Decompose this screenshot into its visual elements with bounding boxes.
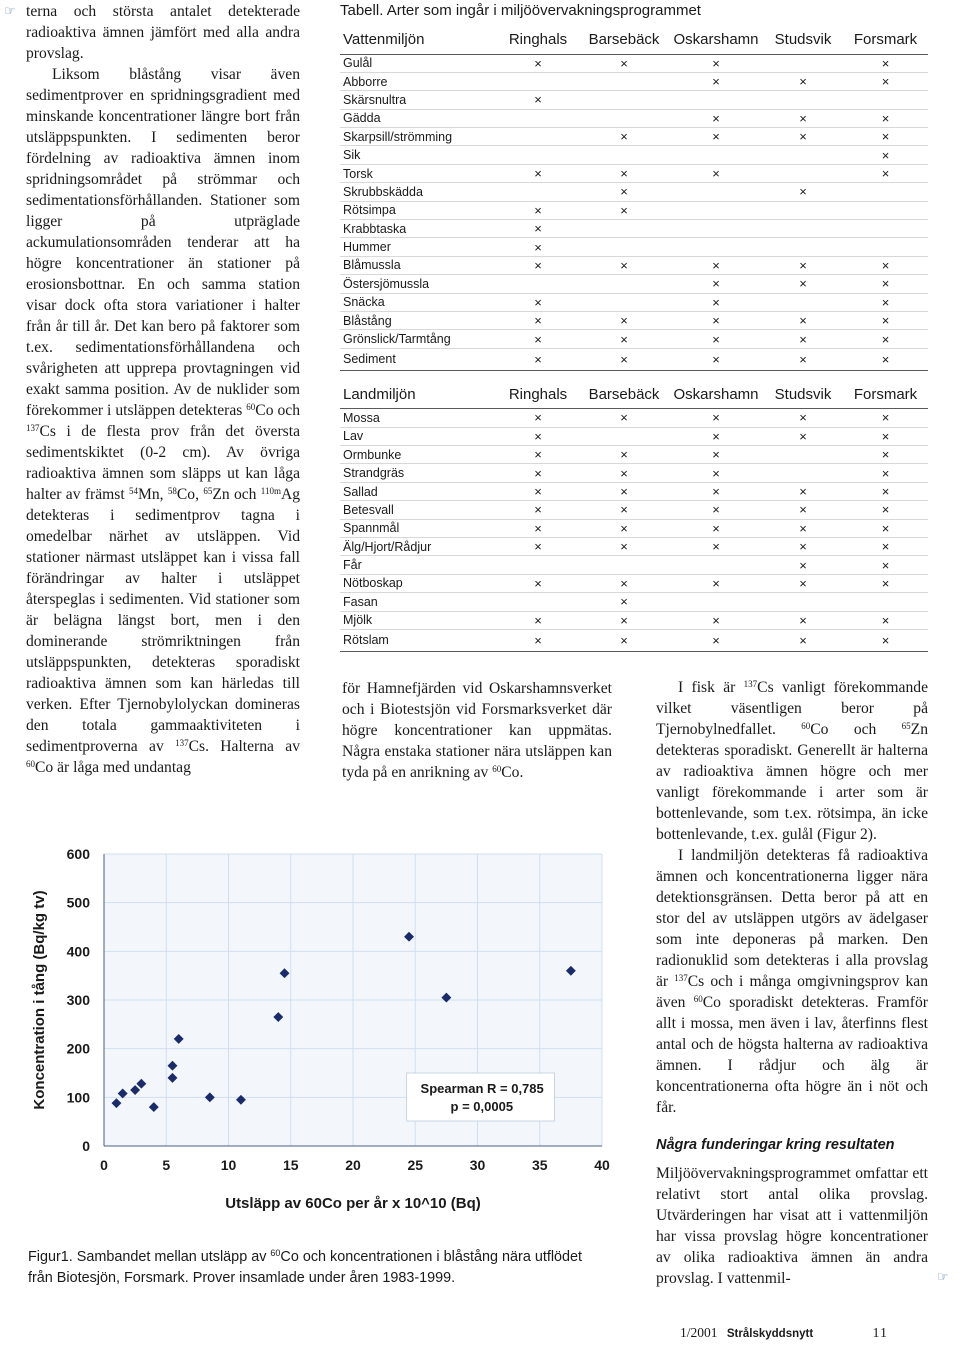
species-name: Snäcka	[340, 293, 497, 311]
presence-mark: ×	[579, 537, 669, 555]
presence-mark: ×	[843, 464, 928, 482]
presence-mark	[843, 593, 928, 611]
presence-mark: ×	[843, 446, 928, 464]
table-row	[340, 446, 928, 464]
presence-mark: ×	[843, 348, 928, 370]
y-tick-label: 0	[82, 1138, 90, 1154]
presence-mark: ×	[763, 275, 843, 293]
presence-mark: ×	[669, 537, 763, 555]
continue-arrow-icon: ☞	[4, 4, 16, 19]
presence-mark: ×	[497, 574, 579, 592]
presence-mark: ×	[843, 537, 928, 555]
presence-mark: ×	[763, 330, 843, 348]
x-tick-label: 0	[100, 1157, 108, 1173]
presence-mark: ×	[843, 629, 928, 651]
x-tick-label: 15	[282, 1157, 299, 1173]
species-name: Skärsnultra	[340, 91, 497, 109]
presence-mark	[497, 556, 579, 574]
presence-mark: ×	[497, 201, 579, 219]
presence-mark: ×	[579, 629, 669, 651]
table-row	[340, 238, 928, 256]
presence-mark: ×	[763, 109, 843, 127]
species-name: Lav	[340, 427, 497, 445]
presence-mark: ×	[843, 556, 928, 574]
presence-mark: ×	[579, 348, 669, 370]
table-row	[340, 427, 928, 445]
presence-mark: ×	[843, 54, 928, 72]
presence-mark: ×	[579, 330, 669, 348]
species-name: Skarpsill/strömming	[340, 128, 497, 146]
y-tick-label: 500	[66, 894, 90, 911]
presence-mark: ×	[843, 611, 928, 629]
presence-mark	[763, 146, 843, 164]
presence-mark: ×	[763, 611, 843, 629]
presence-mark	[763, 220, 843, 238]
presence-mark: ×	[763, 72, 843, 90]
presence-mark: ×	[497, 220, 579, 238]
land-header-ringhals: Ringhals	[497, 381, 579, 409]
water-header-forsmark: Forsmark	[843, 26, 928, 54]
presence-mark	[497, 128, 579, 146]
presence-mark: ×	[497, 611, 579, 629]
presence-mark: ×	[669, 427, 763, 445]
presence-mark: ×	[763, 409, 843, 427]
species-name: Sallad	[340, 482, 497, 500]
species-name: Hummer	[340, 238, 497, 256]
land-header-barsebäck: Barsebäck	[579, 381, 669, 409]
table-caption-text: Arter som ingår i miljöövervakningsprogrammet	[386, 2, 701, 19]
table-row	[340, 220, 928, 238]
presence-mark: ×	[497, 519, 579, 537]
presence-mark	[579, 427, 669, 445]
left-column-text	[26, 1, 300, 778]
species-name: Får	[340, 556, 497, 574]
y-tick-label: 100	[66, 1089, 90, 1106]
presence-mark: ×	[843, 72, 928, 90]
presence-mark: ×	[579, 611, 669, 629]
presence-mark	[669, 91, 763, 109]
presence-mark: ×	[579, 128, 669, 146]
land-header-forsmark: Forsmark	[843, 381, 928, 409]
presence-mark: ×	[843, 256, 928, 274]
presence-mark	[497, 72, 579, 90]
presence-mark: ×	[763, 427, 843, 445]
species-name: Rötslam	[340, 629, 497, 651]
species-name: Blåmussla	[340, 256, 497, 274]
presence-mark	[579, 146, 669, 164]
presence-mark	[763, 164, 843, 182]
presence-mark	[497, 183, 579, 201]
species-name: Strandgräs	[340, 464, 497, 482]
table-row	[340, 146, 928, 164]
presence-mark	[579, 556, 669, 574]
presence-mark: ×	[497, 348, 579, 370]
presence-mark	[843, 201, 928, 219]
right-paragraph: I landmiljön detekteras få radioaktiva ämnen och koncentrationerna ligger nära detektionsgränsen. Detta beror på att en stor del av utsläppen utgörs av ädelgaser som inte deponeras på marken. Den radionuklid som detekteras i alla provslag är $^{137}$Cs och i många omgivningsprov kan även $^{60}$Co sporadiskt detekteras. Framför allt i mossa, men även i lav, återfinns flest antal och de högsta halterna av radioaktiva ämnen. I rådjur och älg är koncentrationerna ofta högre än i nöt och får.	[656, 847, 929, 1116]
middle-paragraph: för Hamnefjärden vid Oskarshamnsverket och i Biotestsjön vid Forsmarksverket där högre koncentrationer kan uppmätas. Några enstaka stationer nära utsläppen kan tyda på en anrikning av $^{60}$Co.	[342, 680, 612, 781]
species-name: Gädda	[340, 109, 497, 127]
presence-mark	[763, 238, 843, 256]
species-name: Abborre	[340, 72, 497, 90]
presence-mark: ×	[497, 537, 579, 555]
y-tick-label: 200	[66, 1040, 90, 1057]
x-tick-label: 40	[594, 1157, 610, 1173]
presence-mark: ×	[843, 501, 928, 519]
presence-mark: ×	[763, 501, 843, 519]
presence-mark	[669, 238, 763, 256]
scatter-chart	[24, 840, 614, 1220]
presence-mark: ×	[579, 409, 669, 427]
presence-mark: ×	[843, 293, 928, 311]
table-row	[340, 611, 928, 629]
table-caption	[340, 0, 930, 26]
presence-mark: ×	[763, 482, 843, 500]
species-name: Blåstång	[340, 311, 497, 329]
presence-mark	[669, 220, 763, 238]
presence-mark: ×	[497, 446, 579, 464]
footer-brand: Strålskyddsnytt	[726, 1328, 814, 1340]
table-row	[340, 464, 928, 482]
table-row	[340, 482, 928, 500]
table-row	[340, 128, 928, 146]
presence-mark: ×	[497, 464, 579, 482]
presence-mark	[763, 464, 843, 482]
species-name: Grönslick/Tarmtång	[340, 330, 497, 348]
presence-mark: ×	[579, 54, 669, 72]
figure-caption-label: Figur1.	[28, 1249, 73, 1265]
presence-mark	[669, 556, 763, 574]
x-tick-label: 30	[469, 1157, 486, 1173]
x-tick-label: 20	[345, 1157, 361, 1173]
water-header-studsvik: Studsvik	[763, 26, 843, 54]
presence-mark: ×	[763, 183, 843, 201]
left-paragraph: terna och största antalet detekterade radioaktiva ämnen jämfört med alla andra provslag.	[26, 3, 300, 62]
presence-mark: ×	[763, 519, 843, 537]
presence-mark: ×	[763, 311, 843, 329]
presence-mark	[843, 220, 928, 238]
presence-mark	[497, 109, 579, 127]
continue-arrow-icon-bottom: ☞	[937, 1270, 949, 1285]
presence-mark: ×	[669, 574, 763, 592]
presence-mark: ×	[843, 128, 928, 146]
left-paragraph: Liksom blåstång visar även sedimentprover en spridningsgradient med minskande koncentrationer längre bort från utsläppspunkten. I sedimenten beror fördelning av radioaktiva ämnen inom spridningsområdet på strömmar och sedimentationsförhållanden. Stationer som ligger på utpräglade ackumulationsområden tenderar att ha högre koncentrationer än stationer på erosionsbottnar. En och samma station visar dock ofta stora variationer i halter från år till år. Det kan bero på faktorer som t.ex. sedimentationsförhållandena och svårigheten att upprepa provtagningen vid exakt samma position. Av de nuklider som förekommer i utsläppen detekteras $^{60}$Co och $^{137}$Cs i de flesta prov från det översta sedimentskiktet (0-2 cm). Av övriga radioaktiva ämnen som släpps ut kan låga halter av främst $^{54}$Mn, $^{58}$Co, $^{65}$Zn och $^{110m}$Ag detekteras i sedimentprov tagna i omedelbar närhet av utsläppen. Vid stationer närmast utsläppet kan i vissa fall förändringar av halter i utsläppet återspeglas i sedimenten. Vid stationer som är belägna längst bort, men i den dominerande strömriktningen från utsläppspunkten, detekteras sporadiskt radioaktiva ämnen som kan härledas till verken. Efter Tjernobylolyckan domineras den totala gammaaktiviteten i sedimentproverna av $^{137}$Cs. Halterna av $^{60}$Co är låga med undantag	[26, 66, 301, 776]
presence-mark	[763, 293, 843, 311]
species-name: Sik	[340, 146, 497, 164]
presence-mark: ×	[497, 293, 579, 311]
x-tick-label: 5	[162, 1157, 171, 1173]
presence-mark	[763, 54, 843, 72]
presence-mark: ×	[669, 629, 763, 651]
land-environment-table	[340, 381, 928, 652]
water-header-ringhals: Ringhals	[497, 26, 579, 54]
page-footer	[680, 1325, 888, 1342]
water-header-oskarshamn: Oskarshamn	[669, 26, 763, 54]
presence-mark: ×	[497, 164, 579, 182]
water-header-environment: Vattenmiljön	[340, 26, 497, 54]
section-subheading: Några funderingar kring resultaten	[656, 1137, 895, 1153]
presence-mark: ×	[843, 519, 928, 537]
species-name: Älg/Hjort/Rådjur	[340, 537, 497, 555]
presence-mark	[843, 91, 928, 109]
presence-mark	[579, 109, 669, 127]
table-row	[340, 501, 928, 519]
table-row	[340, 72, 928, 90]
presence-mark: ×	[843, 164, 928, 182]
table-row	[340, 409, 928, 427]
land-header-oskarshamn: Oskarshamn	[669, 381, 763, 409]
y-tick-label: 600	[66, 846, 90, 862]
table-row	[340, 537, 928, 555]
land-header-studsvik: Studsvik	[763, 381, 843, 409]
table-caption-prefix: Tabell.	[340, 2, 384, 19]
table-row	[340, 293, 928, 311]
table-row	[340, 91, 928, 109]
presence-mark	[497, 275, 579, 293]
presence-mark: ×	[763, 348, 843, 370]
species-name: Mossa	[340, 409, 497, 427]
species-name: Mjölk	[340, 611, 497, 629]
presence-mark	[497, 593, 579, 611]
species-name: Spannmål	[340, 519, 497, 537]
presence-mark: ×	[669, 464, 763, 482]
presence-mark	[843, 238, 928, 256]
middle-column-text	[342, 678, 612, 783]
presence-mark: ×	[579, 501, 669, 519]
species-name: Skrubbskädda	[340, 183, 497, 201]
presence-mark: ×	[843, 482, 928, 500]
presence-mark: ×	[843, 574, 928, 592]
species-name: Ormbunke	[340, 446, 497, 464]
table-row	[340, 256, 928, 274]
presence-mark	[669, 146, 763, 164]
presence-mark	[579, 238, 669, 256]
presence-mark	[763, 593, 843, 611]
presence-mark: ×	[669, 330, 763, 348]
presence-mark: ×	[579, 519, 669, 537]
figure-caption-text-b: Co och koncentrationen i blåstång nära utflödet från Biotesjön, Forsmark. Prover insamlade under åren 1983-1999.	[28, 1249, 583, 1286]
presence-mark: ×	[763, 256, 843, 274]
table-row	[340, 348, 928, 370]
presence-mark: ×	[497, 427, 579, 445]
presence-mark: ×	[579, 183, 669, 201]
figure-caption-sup: 60	[270, 1248, 281, 1258]
table-row	[340, 311, 928, 329]
presence-mark: ×	[579, 482, 669, 500]
species-name: Betesvall	[340, 501, 497, 519]
right-column-text	[656, 677, 928, 1118]
table-row	[340, 54, 928, 72]
species-name: Krabbtaska	[340, 220, 497, 238]
presence-mark: ×	[497, 409, 579, 427]
presence-mark: ×	[669, 501, 763, 519]
x-axis-title: Utsläpp av 60Co per år x 10^10 (Bq)	[225, 1195, 481, 1212]
annotation-text: Spearman R = 0,785	[420, 1081, 544, 1096]
presence-mark: ×	[669, 72, 763, 90]
presence-mark: ×	[669, 611, 763, 629]
presence-mark: ×	[843, 109, 928, 127]
annotation-text: p = 0,0005	[450, 1099, 514, 1114]
presence-mark: ×	[579, 446, 669, 464]
presence-mark: ×	[669, 128, 763, 146]
species-name: Nötboskap	[340, 574, 497, 592]
presence-mark: ×	[763, 537, 843, 555]
presence-mark: ×	[579, 201, 669, 219]
presence-mark: ×	[497, 238, 579, 256]
presence-mark	[579, 91, 669, 109]
presence-mark	[763, 446, 843, 464]
presence-mark: ×	[579, 574, 669, 592]
table-row	[340, 519, 928, 537]
presence-mark: ×	[579, 593, 669, 611]
presence-mark: ×	[843, 311, 928, 329]
presence-mark: ×	[497, 256, 579, 274]
table-row	[340, 109, 928, 127]
right-column-closing-text: Miljöövervakningsprogrammet omfattar ett relativt stort antal olika provslag. Utvärderingen har visat att i vattenmiljön har vissa provslag högre koncentrationer av olika radioaktiva ämnen än andra provslag. I vattenmil-	[656, 1165, 928, 1287]
x-tick-label: 25	[407, 1157, 424, 1173]
presence-mark: ×	[669, 164, 763, 182]
water-header-barsebäck: Barsebäck	[579, 26, 669, 54]
presence-mark: ×	[497, 330, 579, 348]
right-paragraph: I fisk är $^{137}$Cs vanligt förekommande vilket väsentligen beror på Tjernobylnedfallet. $^{60}$Co och $^{65}$Zn detekteras sporadiskt. Generellt är halterna av radioaktiva ämnen högre och mer vanligt förekommande i arter som är bottenlevande, som t.ex. rötsimpa, än icke bottenlevande, t.ex. gulål (Figur 2).	[656, 679, 928, 843]
species-name: Gulål	[340, 54, 497, 72]
water-environment-table	[340, 26, 928, 371]
presence-mark: ×	[669, 446, 763, 464]
page-number: 11	[872, 1326, 889, 1341]
presence-mark: ×	[669, 54, 763, 72]
presence-mark: ×	[843, 146, 928, 164]
presence-mark: ×	[669, 256, 763, 274]
presence-mark: ×	[579, 256, 669, 274]
species-name: Fasan	[340, 593, 497, 611]
species-name: Torsk	[340, 164, 497, 182]
presence-mark: ×	[579, 464, 669, 482]
presence-mark: ×	[843, 409, 928, 427]
presence-mark: ×	[497, 54, 579, 72]
presence-mark	[579, 275, 669, 293]
figure-caption-text-a: Sambandet mellan utsläpp av	[76, 1249, 267, 1265]
presence-mark: ×	[669, 519, 763, 537]
presence-mark: ×	[669, 293, 763, 311]
presence-mark: ×	[763, 629, 843, 651]
presence-mark: ×	[669, 482, 763, 500]
y-tick-label: 400	[66, 943, 90, 960]
presence-mark: ×	[763, 556, 843, 574]
table-row	[340, 593, 928, 611]
species-name: Sediment	[340, 348, 497, 370]
presence-mark: ×	[763, 574, 843, 592]
presence-mark	[579, 72, 669, 90]
presence-mark: ×	[843, 275, 928, 293]
species-name: Östersjömussla	[340, 275, 497, 293]
presence-mark: ×	[669, 409, 763, 427]
presence-mark: ×	[497, 311, 579, 329]
table-row	[340, 556, 928, 574]
presence-mark: ×	[497, 501, 579, 519]
presence-mark: ×	[669, 311, 763, 329]
table-row	[340, 629, 928, 651]
table-row	[340, 183, 928, 201]
presence-mark	[579, 220, 669, 238]
presence-mark: ×	[763, 128, 843, 146]
table-row	[340, 574, 928, 592]
x-tick-label: 35	[531, 1157, 548, 1173]
presence-mark	[669, 593, 763, 611]
presence-mark	[579, 293, 669, 311]
y-tick-label: 300	[66, 992, 90, 1008]
presence-mark: ×	[669, 109, 763, 127]
presence-mark: ×	[579, 311, 669, 329]
table-row	[340, 330, 928, 348]
table-row	[340, 201, 928, 219]
presence-mark: ×	[669, 348, 763, 370]
presence-mark	[669, 201, 763, 219]
presence-mark: ×	[843, 330, 928, 348]
presence-mark	[763, 201, 843, 219]
presence-mark: ×	[497, 629, 579, 651]
figure-caption	[28, 1247, 588, 1289]
presence-mark	[669, 183, 763, 201]
presence-mark	[497, 146, 579, 164]
table-row	[340, 275, 928, 293]
presence-mark: ×	[843, 427, 928, 445]
presence-mark: ×	[579, 164, 669, 182]
x-tick-label: 10	[220, 1157, 237, 1173]
presence-mark: ×	[497, 482, 579, 500]
footer-issue: 1/2001	[680, 1325, 718, 1340]
land-header-environment: Landmiljön	[340, 381, 497, 409]
presence-mark	[843, 183, 928, 201]
presence-mark	[763, 91, 843, 109]
species-name: Rötsimpa	[340, 201, 497, 219]
presence-mark: ×	[669, 275, 763, 293]
presence-mark: ×	[497, 91, 579, 109]
species-table-block	[340, 0, 930, 652]
table-row	[340, 164, 928, 182]
y-axis-title: Koncentration i tång (Bq/kg tv)	[31, 890, 48, 1110]
